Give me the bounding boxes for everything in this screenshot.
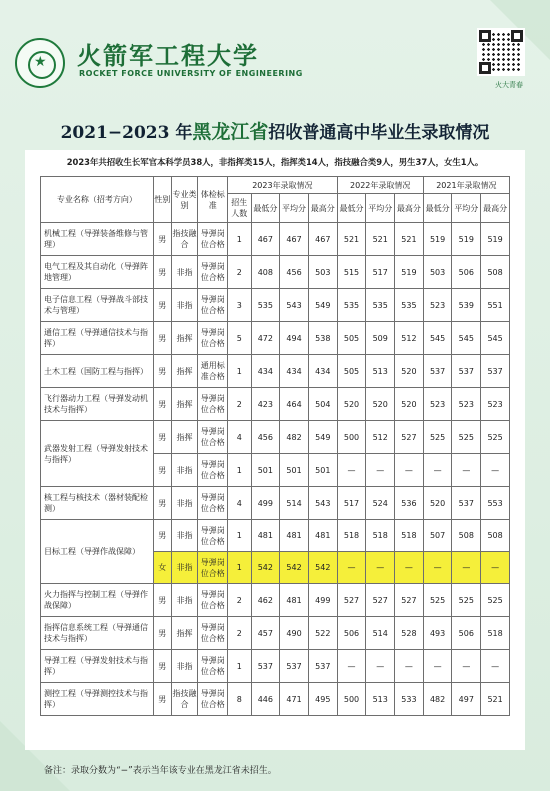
table-cell: 导弹岗位合格: [198, 388, 228, 421]
table-cell: 545: [423, 322, 452, 355]
table-cell: 467: [280, 223, 309, 256]
table-cell: 525: [452, 584, 481, 617]
table-cell: —: [395, 552, 424, 584]
table-cell: 503: [423, 256, 452, 289]
table-cell: 525: [452, 421, 481, 454]
table-cell: 男: [153, 256, 171, 289]
table-cell: 导弹岗位合格: [198, 520, 228, 552]
table-cell: 535: [337, 289, 366, 322]
col-min: 最低分: [251, 194, 280, 223]
table-cell: —: [452, 650, 481, 683]
major-name-cell: 飞行器动力工程（导弹发动机技术与指挥）: [41, 388, 154, 421]
table-cell: 525: [481, 584, 510, 617]
title-rest: 招收普通高中毕业生录取情况: [268, 123, 490, 143]
table-cell: 513: [366, 683, 395, 716]
table-row: [41, 650, 510, 683]
table-cell: —: [481, 650, 510, 683]
table-cell: —: [366, 552, 395, 584]
table-cell: 男: [153, 584, 171, 617]
table-cell: 1: [228, 552, 251, 584]
table-cell: 481: [308, 520, 337, 552]
table-cell: 505: [337, 322, 366, 355]
table-cell: —: [423, 650, 452, 683]
table-cell: 男: [153, 520, 171, 552]
table-cell: 533: [395, 683, 424, 716]
table-cell: 非指: [171, 552, 198, 584]
table-cell: 522: [308, 617, 337, 650]
major-name-cell: 通信工程（导弹通信技术与指挥）: [41, 322, 154, 355]
footnote: 备注：录取分数为“−”表示当年该专业在黑龙江省未招生。: [44, 766, 277, 776]
table-cell: 515: [337, 256, 366, 289]
table-cell: 482: [423, 683, 452, 716]
major-name-cell: 导弹工程（导弹发射技术与指挥）: [41, 650, 154, 683]
col-avg: 平均分: [366, 194, 395, 223]
table-cell: 446: [251, 683, 280, 716]
table-cell: 462: [251, 584, 280, 617]
table-cell: 464: [280, 388, 309, 421]
table-cell: 男: [153, 454, 171, 487]
table-cell: 521: [395, 223, 424, 256]
table-cell: 467: [251, 223, 280, 256]
table-cell: 538: [308, 322, 337, 355]
table-cell: 457: [251, 617, 280, 650]
table-row: [41, 322, 510, 355]
table-cell: 512: [366, 421, 395, 454]
table-cell: 527: [337, 584, 366, 617]
table-cell: —: [337, 650, 366, 683]
table-cell: 指技融合: [171, 223, 198, 256]
table-cell: —: [366, 454, 395, 487]
table-cell: 482: [280, 421, 309, 454]
table-cell: 非指: [171, 454, 198, 487]
col-2021: 2021年录取情况: [423, 177, 509, 194]
table-cell: 434: [308, 355, 337, 388]
table-cell: 471: [280, 683, 309, 716]
major-name-cell: 测控工程（导弹测控技术与指挥）: [41, 683, 154, 716]
table-cell: 2: [228, 256, 251, 289]
table-cell: 525: [481, 421, 510, 454]
table-cell: 男: [153, 289, 171, 322]
table-cell: —: [395, 650, 424, 683]
table-cell: 导弹岗位合格: [198, 454, 228, 487]
table-cell: —: [481, 454, 510, 487]
table-cell: 男: [153, 683, 171, 716]
table-cell: 553: [481, 487, 510, 520]
table-cell: 527: [395, 584, 424, 617]
star-icon: ★: [34, 54, 47, 70]
table-cell: 490: [280, 617, 309, 650]
table-cell: 523: [423, 289, 452, 322]
table-row: [41, 223, 510, 256]
table-cell: 509: [366, 322, 395, 355]
table-cell: 537: [423, 355, 452, 388]
table-cell: 男: [153, 355, 171, 388]
table-cell: 指挥: [171, 421, 198, 454]
table-cell: 1: [228, 650, 251, 683]
col-min: 最低分: [423, 194, 452, 223]
table-row: [41, 617, 510, 650]
col-avg: 平均分: [452, 194, 481, 223]
table-cell: 521: [366, 223, 395, 256]
table-row: [41, 256, 510, 289]
table-cell: 524: [366, 487, 395, 520]
table-cell: —: [481, 552, 510, 584]
table-cell: 523: [481, 388, 510, 421]
table-card: [25, 150, 525, 750]
table-cell: 514: [366, 617, 395, 650]
table-row: [41, 520, 510, 552]
table-cell: 500: [337, 683, 366, 716]
table-cell: 408: [251, 256, 280, 289]
table-cell: 535: [395, 289, 424, 322]
table-row: [41, 487, 510, 520]
major-name-cell: 火力指挥与控制工程（导弹作战保障）: [41, 584, 154, 617]
table-cell: 指挥: [171, 617, 198, 650]
table-cell: 505: [337, 355, 366, 388]
table-cell: 537: [481, 355, 510, 388]
table-cell: 467: [308, 223, 337, 256]
table-cell: 1: [228, 355, 251, 388]
table-cell: 指挥: [171, 355, 198, 388]
table-cell: 男: [153, 617, 171, 650]
table-cell: 男: [153, 487, 171, 520]
table-cell: 导弹岗位合格: [198, 650, 228, 683]
table-row: [41, 388, 510, 421]
table-cell: 指技融合: [171, 683, 198, 716]
table-cell: 非指: [171, 289, 198, 322]
table-cell: 501: [251, 454, 280, 487]
table-cell: 8: [228, 683, 251, 716]
table-cell: 549: [308, 421, 337, 454]
table-cell: 423: [251, 388, 280, 421]
table-cell: 女: [153, 552, 171, 584]
table-cell: 507: [423, 520, 452, 552]
table-cell: 导弹岗位合格: [198, 617, 228, 650]
header: [15, 28, 535, 98]
table-cell: 549: [308, 289, 337, 322]
table-cell: 542: [308, 552, 337, 584]
table-cell: 517: [337, 487, 366, 520]
admission-table: [40, 176, 510, 716]
table-cell: 512: [395, 322, 424, 355]
table-cell: 519: [452, 223, 481, 256]
table-cell: 506: [337, 617, 366, 650]
table-cell: 导弹岗位合格: [198, 584, 228, 617]
table-cell: 535: [251, 289, 280, 322]
university-name-cn: 火箭军工程大学: [77, 41, 259, 70]
table-cell: 3: [228, 289, 251, 322]
table-cell: 518: [337, 520, 366, 552]
table-cell: 536: [395, 487, 424, 520]
table-row: [41, 683, 510, 716]
table-cell: 542: [280, 552, 309, 584]
table-cell: 506: [452, 256, 481, 289]
table-cell: —: [452, 552, 481, 584]
table-cell: 539: [452, 289, 481, 322]
table-cell: 519: [423, 223, 452, 256]
col-max: 最高分: [395, 194, 424, 223]
table-cell: —: [366, 650, 395, 683]
table-cell: 519: [395, 256, 424, 289]
table-cell: 521: [337, 223, 366, 256]
table-cell: 521: [481, 683, 510, 716]
col-2023: 2023年录取情况: [228, 177, 338, 194]
table-cell: 男: [153, 223, 171, 256]
table-cell: 472: [251, 322, 280, 355]
table-cell: 528: [395, 617, 424, 650]
col-max: 最高分: [308, 194, 337, 223]
table-cell: 非指: [171, 584, 198, 617]
table-cell: 非指: [171, 520, 198, 552]
table-cell: 非指: [171, 256, 198, 289]
table-cell: 518: [366, 520, 395, 552]
major-name-cell: 电气工程及其自动化（导弹阵地管理）: [41, 256, 154, 289]
table-cell: 非指: [171, 650, 198, 683]
university-logo: [15, 38, 65, 88]
table-cell: 508: [452, 520, 481, 552]
table-cell: 导弹岗位合格: [198, 322, 228, 355]
table-cell: 537: [251, 650, 280, 683]
table-cell: 513: [366, 355, 395, 388]
table-cell: 506: [452, 617, 481, 650]
table-cell: 通用标准合格: [198, 355, 228, 388]
table-cell: 1: [228, 223, 251, 256]
col-2022: 2022年录取情况: [337, 177, 423, 194]
table-cell: 503: [308, 256, 337, 289]
table-cell: 543: [280, 289, 309, 322]
major-name-cell: 武器发射工程（导弹发射技术与指挥）: [41, 421, 154, 487]
table-row: [41, 584, 510, 617]
table-cell: 514: [280, 487, 309, 520]
major-name-cell: 机械工程（导弹装备维修与管理）: [41, 223, 154, 256]
col-gender: 性别: [153, 177, 171, 223]
table-cell: 537: [452, 355, 481, 388]
title-province: 黑龙江省: [192, 121, 269, 143]
major-name-cell: 土木工程（国防工程与指挥）: [41, 355, 154, 388]
table-cell: 导弹岗位合格: [198, 683, 228, 716]
table-cell: 500: [337, 421, 366, 454]
table-cell: 指挥: [171, 322, 198, 355]
summary-text: 2023年共招收生长军官本科学员38人，非指挥类15人，指挥类14人，指技融合类9人，男生37人，女生1人。: [66, 157, 484, 167]
table-cell: 495: [308, 683, 337, 716]
major-name-cell: 核工程与核技术（器材装配检测）: [41, 487, 154, 520]
col-avg: 平均分: [280, 194, 309, 223]
table-body: [41, 223, 510, 716]
table-cell: 481: [280, 520, 309, 552]
table-row: [41, 355, 510, 388]
table-cell: 456: [280, 256, 309, 289]
table-cell: 537: [280, 650, 309, 683]
table-cell: 非指: [171, 487, 198, 520]
table-cell: 499: [251, 487, 280, 520]
table-cell: 2: [228, 617, 251, 650]
table-cell: 导弹岗位合格: [198, 487, 228, 520]
table-cell: 535: [366, 289, 395, 322]
table-cell: 494: [280, 322, 309, 355]
major-name-cell: 目标工程（导弹作战保障）: [41, 520, 154, 584]
table-cell: 520: [395, 388, 424, 421]
table-cell: 542: [251, 552, 280, 584]
major-name-cell: 指挥信息系统工程（导弹通信技术与指挥）: [41, 617, 154, 650]
table-cell: 501: [280, 454, 309, 487]
table-cell: 481: [280, 584, 309, 617]
table-cell: 545: [452, 322, 481, 355]
title-years: 2021−2023 年: [60, 123, 193, 143]
table-cell: 434: [280, 355, 309, 388]
table-cell: 518: [481, 617, 510, 650]
table-cell: 517: [366, 256, 395, 289]
table-cell: 525: [423, 421, 452, 454]
table-cell: —: [337, 552, 366, 584]
table-cell: 497: [452, 683, 481, 716]
table-cell: 537: [452, 487, 481, 520]
table-cell: 导弹岗位合格: [198, 256, 228, 289]
table-cell: 551: [481, 289, 510, 322]
table-cell: —: [423, 552, 452, 584]
qr-code-icon: [477, 28, 525, 76]
table-cell: 481: [251, 520, 280, 552]
col-max: 最高分: [481, 194, 510, 223]
table-cell: —: [337, 454, 366, 487]
table-cell: 545: [481, 322, 510, 355]
table-cell: 4: [228, 421, 251, 454]
table-cell: 493: [423, 617, 452, 650]
page-title: [0, 117, 550, 144]
table-cell: 导弹岗位合格: [198, 289, 228, 322]
table-cell: —: [395, 454, 424, 487]
qr-label: 火大青春: [495, 81, 523, 89]
table-cell: 523: [423, 388, 452, 421]
table-cell: 504: [308, 388, 337, 421]
table-cell: 543: [308, 487, 337, 520]
table-cell: 456: [251, 421, 280, 454]
table-cell: 518: [395, 520, 424, 552]
table-cell: 527: [395, 421, 424, 454]
table-cell: 导弹岗位合格: [198, 223, 228, 256]
table-cell: 508: [481, 256, 510, 289]
table-cell: 1: [228, 520, 251, 552]
major-name-cell: 电子信息工程（导弹战斗部技术与管理）: [41, 289, 154, 322]
table-cell: 537: [308, 650, 337, 683]
table-cell: 520: [423, 487, 452, 520]
table-cell: 1: [228, 454, 251, 487]
table-cell: —: [423, 454, 452, 487]
col-major: 专业名称（招考方向）: [41, 177, 154, 223]
table-cell: 527: [366, 584, 395, 617]
university-name-en: ROCKET FORCE UNIVERSITY OF ENGINEERING: [79, 69, 303, 78]
table-row: [41, 421, 510, 454]
table-cell: 男: [153, 322, 171, 355]
table-cell: 523: [452, 388, 481, 421]
table-cell: 520: [395, 355, 424, 388]
col-category: 专业类别: [171, 177, 198, 223]
table-cell: 导弹岗位合格: [198, 421, 228, 454]
col-min: 最低分: [337, 194, 366, 223]
table-cell: 5: [228, 322, 251, 355]
table-cell: 男: [153, 650, 171, 683]
table-cell: 501: [308, 454, 337, 487]
table-cell: 519: [481, 223, 510, 256]
table-cell: 434: [251, 355, 280, 388]
table-cell: 520: [366, 388, 395, 421]
table-cell: 男: [153, 388, 171, 421]
table-cell: —: [452, 454, 481, 487]
col-physical: 体检标准: [198, 177, 228, 223]
table-cell: 508: [481, 520, 510, 552]
table-cell: 男: [153, 421, 171, 454]
table-row: [41, 289, 510, 322]
table-cell: 指挥: [171, 388, 198, 421]
col-enroll: 招生人数: [228, 194, 251, 223]
table-cell: 520: [337, 388, 366, 421]
table-cell: 导弹岗位合格: [198, 552, 228, 584]
table-cell: 2: [228, 584, 251, 617]
table-cell: 525: [423, 584, 452, 617]
table-cell: 2: [228, 388, 251, 421]
table-cell: 499: [308, 584, 337, 617]
table-cell: 4: [228, 487, 251, 520]
